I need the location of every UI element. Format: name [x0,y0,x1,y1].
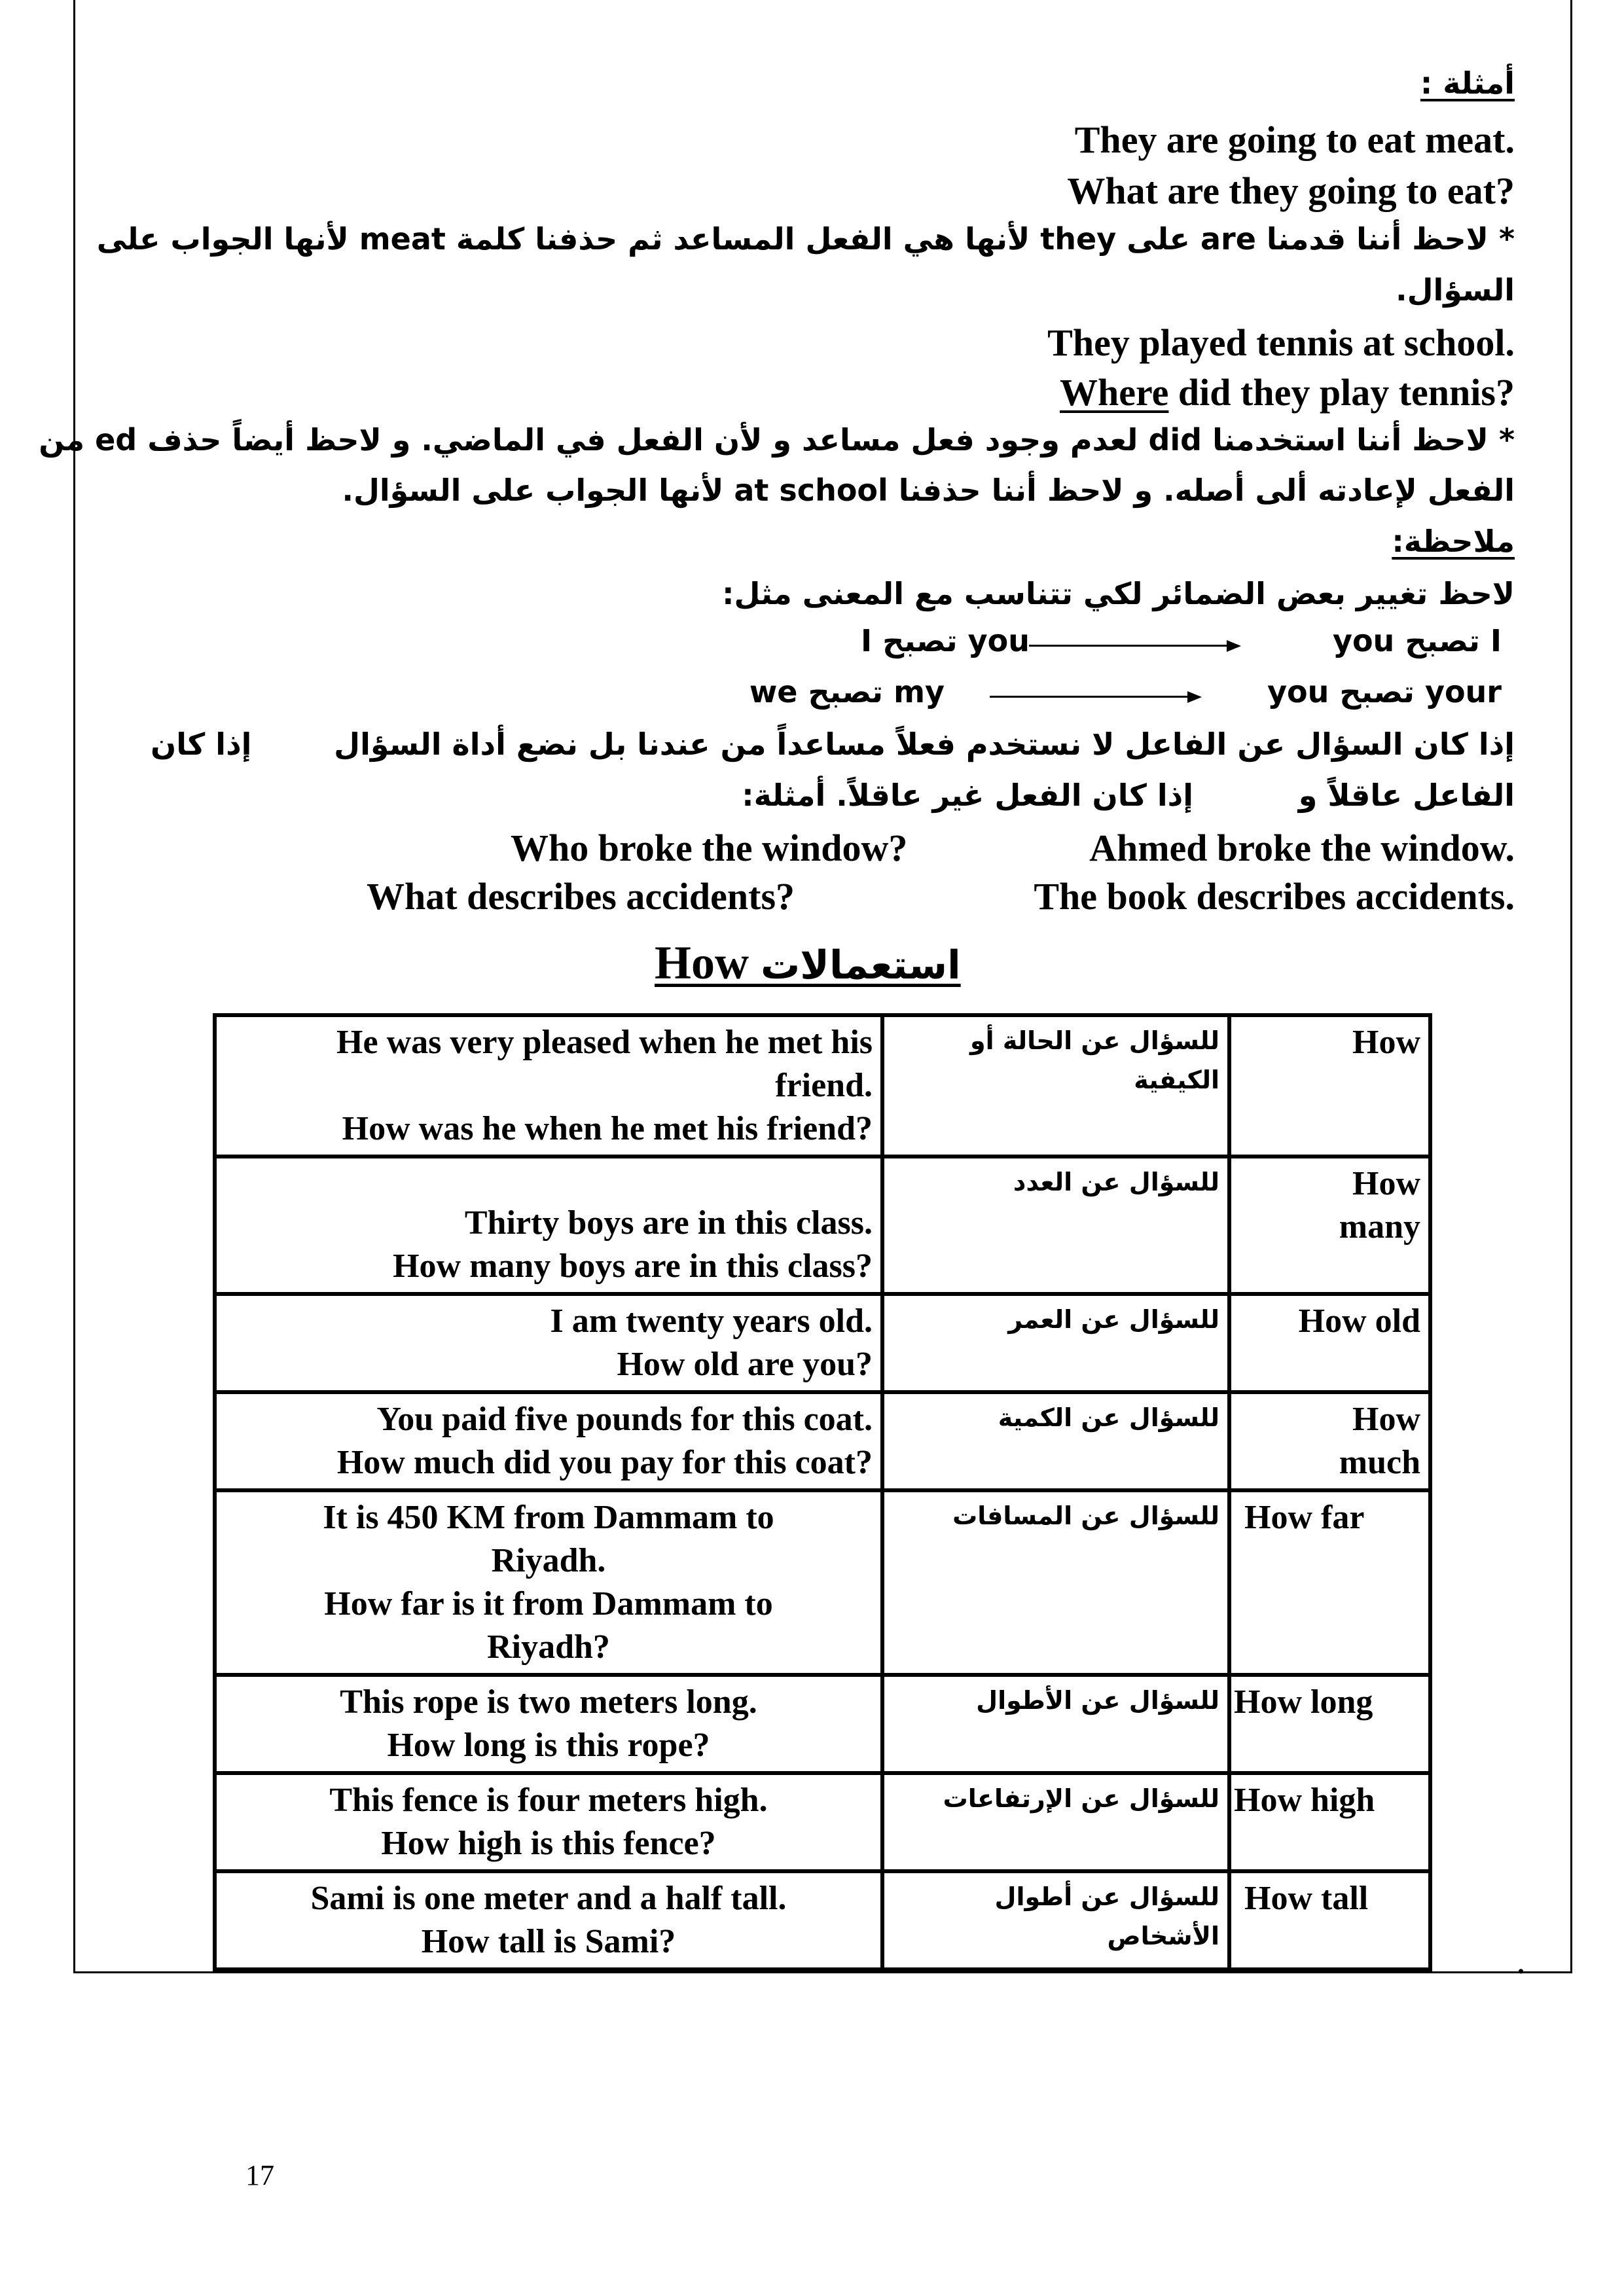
table-row [215,1675,1430,1773]
who-answer: Ahmed broke the window. [1089,827,1515,869]
remark-heading: ملاحظة: [1392,524,1515,559]
usage-cell: للسؤال عن العدد [882,1157,1229,1294]
example2-sentence: They played tennis at school. [1047,321,1515,364]
question-word-cell: How [1229,1015,1430,1157]
usage-cell: للسؤال عن الحالة أو الكيفية [882,1015,1229,1157]
table-row [215,1773,1430,1871]
table-row [215,1392,1430,1490]
how-usage-title [655,936,961,990]
usage-cell: للسؤال عن أطوال الأشخاص [882,1871,1229,1969]
arrow-right-icon [990,696,1199,698]
subject-rule-line1: إذا كان السؤال عن الفاعل لا نستخدم فعلاً مساعداً من عندنا بل نضع أداة السؤال [334,726,1515,762]
example-cell: Thirty boys are in this class. How many boys are in this class? [215,1157,882,1294]
remark-text: لاحظ تغيير بعض الضمائر لكي تتناسب مع المعنى مثل: [722,576,1515,611]
example-cell: You paid five pounds for this coat. How much did you pay for this coat? [215,1392,882,1490]
end-dot: . [1517,1948,1525,1980]
page-number: 17 [245,2159,274,2191]
subject-rule-line1-end: إذا كان [151,726,252,762]
pronoun-row1-left: I تصبح you [860,623,1030,658]
question-word-cell: How long [1229,1675,1430,1773]
question-word-cell: How old [1229,1294,1430,1392]
example-cell: This fence is four meters high. How high is this fence? [215,1773,882,1871]
usage-cell: للسؤال عن الإرتفاعات [882,1773,1229,1871]
usage-cell: للسؤال عن المسافات [882,1490,1229,1675]
table-row [215,1490,1430,1675]
example-cell: This rope is two meters long. How long is this rope? [215,1675,882,1773]
subject-rule-line2: الفاعل عاقلاً و [1298,778,1515,813]
example-cell: Sami is one meter and a half tall. How tall is Sami? [215,1871,882,1969]
example2-question-rest: did they play tennis? [1168,371,1515,414]
question-word-cell: How high [1229,1773,1430,1871]
how-title-ar: استعمالات [761,942,961,988]
example2-question-word: Where [1059,371,1169,414]
usage-cell: للسؤال عن الأطوال [882,1675,1229,1773]
how-title-en: How [655,937,749,989]
note2-line1: * لاحظ أننا استخدمنا did لعدم وجود فعل مساعد و لأن الفعل في الماضي. و لاحظ أيضاً حذف ed من [39,422,1515,457]
pronoun-row1-right: you تصبح I [1332,623,1502,658]
how-usage-table [213,1013,1432,1971]
pronoun-row2-right: you تصبح your [1267,674,1502,709]
example1-question: What are they going to eat? [1067,170,1515,212]
example-cell: He was very pleased when he met his friend. How was he when he met his friend? [215,1015,882,1157]
question-word-cell: How much [1229,1392,1430,1490]
usage-cell: للسؤال عن الكمية [882,1392,1229,1490]
note2-line2: الفعل لإعادته ألى أصله. و لاحظ أننا حذفنا at school لأنها الجواب على السؤال. [342,473,1515,508]
examples-heading: أمثلة : [1420,65,1515,101]
table-row [215,1871,1430,1969]
table-row [215,1294,1430,1392]
example-cell: I am twenty years old. How old are you? [215,1294,882,1392]
question-word-cell: How far [1229,1490,1430,1675]
example1-sentence: They are going to eat meat. [1074,118,1515,161]
question-word-cell: How tall [1229,1871,1430,1969]
question-word-cell: How many [1229,1157,1430,1294]
table-row [215,1015,1430,1157]
what-answer: The book describes accidents. [1034,875,1515,918]
note1-line2: السؤال. [1396,272,1515,308]
pronoun-row2-left: we تصبح my [749,674,945,709]
example2-question [1060,370,1515,414]
usage-cell: للسؤال عن العمر [882,1294,1229,1392]
table-row [215,1157,1430,1294]
example-cell: It is 450 KM from Dammam to Riyadh. How far is it from Dammam to Riyadh? [215,1490,882,1675]
subject-rule-line2-mid: إذا كان الفعل غير عاقلاً. أمثلة: [742,778,1193,813]
arrow-right-icon [1029,645,1238,647]
who-question: Who broke the window? [511,827,908,869]
note1-line1: * لاحظ أننا قدمنا are على they لأنها هي الفعل المساعد ثم حذفنا كلمة meat لأنها الجواب على [96,221,1515,257]
what-question: What describes accidents? [367,875,795,918]
